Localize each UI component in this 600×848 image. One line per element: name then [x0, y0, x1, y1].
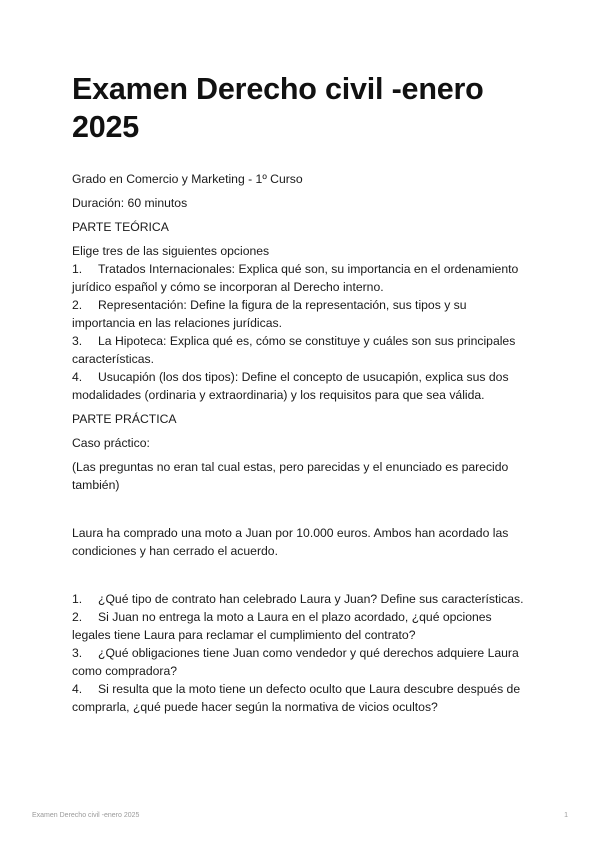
list-item [72, 296, 532, 332]
list-item [72, 260, 532, 296]
list-item [72, 644, 532, 680]
document-title: Examen Derecho civil -enero 2025 [72, 72, 484, 144]
list-text: Si resulta que la moto tiene un defecto oculto que Laura descubre después de comprarla, ¿qué puede hacer según la normativa de vicios ocultos? [72, 682, 521, 714]
duration: Duración: 60 minutos [72, 196, 188, 210]
list-number: 1. [72, 592, 83, 606]
theory-heading: PARTE TEÓRICA [72, 220, 169, 234]
practice-questions [72, 590, 532, 716]
case-statement: Laura ha comprado una moto a Juan por 10.000 euros. Ambos han acordado las condiciones y han cerrado el acuerdo. [72, 526, 509, 558]
list-item [72, 680, 532, 716]
list-item [72, 332, 532, 368]
theory-list [72, 260, 532, 404]
list-text: Representación: Define la figura de la representación, sus tipos y su importancia en las relaciones jurídicas. [72, 298, 467, 330]
list-item [72, 608, 532, 644]
page-footer [32, 812, 568, 819]
list-number: 3. [72, 646, 83, 660]
case-note: (Las preguntas no eran tal cual estas, pero parecidas y el enunciado es parecido también) [72, 460, 509, 492]
list-text: ¿Qué obligaciones tiene Juan como vendedor y qué derechos adquiere Laura como compradora? [72, 646, 519, 678]
list-number: 4. [72, 682, 83, 696]
list-number: 4. [72, 370, 83, 384]
footer-title: Examen Derecho civil -enero 2025 [32, 812, 140, 819]
list-text: La Hipoteca: Explica qué es, cómo se constituye y cuáles son sus principales características. [72, 334, 516, 366]
page-number: 1 [564, 812, 568, 819]
subtitle: Grado en Comercio y Marketing - 1º Curso [72, 172, 303, 186]
list-number: 2. [72, 610, 83, 624]
list-number: 1. [72, 262, 83, 276]
list-item [72, 368, 532, 404]
list-text: Tratados Internacionales: Explica qué son, su importancia en el ordenamiento jurídico español y cómo se incorporan al Derecho interno. [72, 262, 519, 294]
spacer [72, 566, 532, 590]
list-text: Usucapión (los dos tipos): Define el concepto de usucapión, explica sus dos modalidades (ordinaria y extraordinaria) y los requisitos para que sea válida. [72, 370, 509, 402]
practice-heading: PARTE PRÁCTICA [72, 412, 177, 426]
spacer [72, 500, 532, 524]
list-text: Si Juan no entrega la moto a Laura en el plazo acordado, ¿qué opciones legales tiene Laura para reclamar el cumplimiento del contrato? [72, 610, 492, 642]
list-number: 3. [72, 334, 83, 348]
case-label: Caso práctico: [72, 436, 150, 450]
list-text: ¿Qué tipo de contrato han celebrado Laura y Juan? Define sus características. [98, 592, 524, 606]
list-item [72, 590, 532, 608]
document-page [72, 70, 532, 722]
theory-instruction: Elige tres de las siguientes opciones [72, 244, 270, 258]
list-number: 2. [72, 298, 83, 312]
